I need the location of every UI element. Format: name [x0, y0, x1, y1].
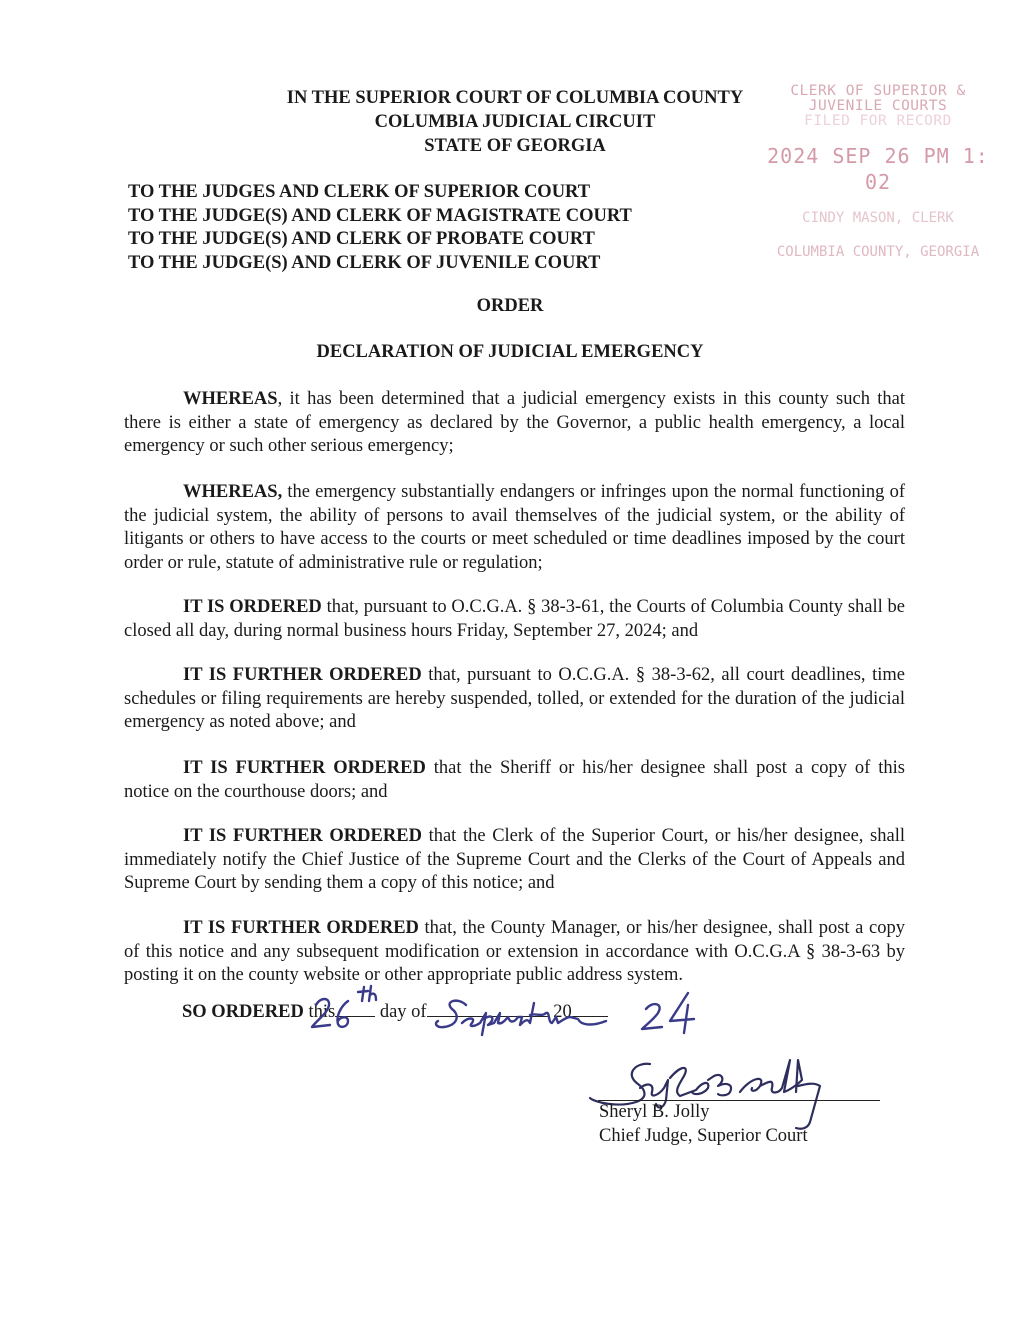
- handwritten-year: [670, 993, 694, 1033]
- court-caption: [255, 86, 775, 158]
- judge-name: Sheryl B. Jolly: [599, 1102, 710, 1122]
- handwritten-day-suffix: [358, 986, 376, 1001]
- stamp-line-1: CLERK OF SUPERIOR &: [790, 83, 966, 99]
- handwritten-date-entries: [296, 983, 716, 1038]
- paragraph-lead: IT IS FURTHER ORDERED: [183, 665, 422, 685]
- clerk-filing-stamp: [758, 84, 998, 259]
- addressee-list: [128, 181, 632, 275]
- paragraph-lead: IT IS FURTHER ORDERED: [183, 918, 419, 938]
- order-paragraph: [124, 825, 905, 896]
- stamp-filed-date: 2024 SEP 26 PM 1: 02: [767, 144, 989, 194]
- addressee-line: TO THE JUDGES AND CLERK OF SUPERIOR COURT: [128, 182, 591, 202]
- handwritten-day: [337, 1001, 348, 1027]
- stamp-clerk-name: CINDY MASON, CLERK: [802, 210, 954, 226]
- handwritten-day: [312, 999, 330, 1027]
- caption-court: IN THE SUPERIOR COURT OF COLUMBIA COUNTY: [286, 88, 744, 108]
- paragraph-text: that the Sheriff or his/her designee shall post a copy of this notice on the courthouse doors; and: [124, 758, 905, 802]
- order-subtitle: DECLARATION OF JUDICIAL EMERGENCY: [316, 342, 704, 362]
- addressee-line: TO THE JUDGE(S) AND CLERK OF PROBATE COURT: [128, 229, 595, 249]
- stamp-line-2: JUVENILE COURTS: [808, 98, 948, 114]
- paragraph-text: that, the County Manager, or his/her designee, shall post a copy of this notice and any subsequent modification or extension in accordance with O.C.G.A § 38-3-63 by posting it on the county website or other appropriate public address system.: [124, 918, 905, 985]
- paragraph-text: that, pursuant to O.C.G.A. § 38-3-61, the Courts of Columbia County shall be closed all day, during normal business hours Friday, September 27, 2024; and: [124, 597, 905, 641]
- addressee-line: TO THE JUDGE(S) AND CLERK OF JUVENILE COURT: [128, 252, 601, 273]
- paragraph-text: , it has been determined that a judicial emergency exists in this county such that there is either a state of emergency as declared by the Governor, a public health emergency, a local emergency or such other serious emergency;: [124, 389, 905, 456]
- handwritten-month: [462, 1003, 606, 1035]
- day-word: day: [379, 1002, 407, 1022]
- order-title: ORDER: [476, 296, 544, 316]
- caption-circuit: COLUMBIA JUDICIAL CIRCUIT: [374, 112, 656, 132]
- order-paragraph: [124, 481, 905, 575]
- paragraph-lead: IT IS FURTHER ORDERED: [183, 758, 426, 778]
- paragraph-lead: WHEREAS,: [183, 482, 283, 502]
- stamp-county: COLUMBIA COUNTY, GEORGIA: [776, 244, 980, 260]
- so-ordered-label: SO ORDERED: [182, 1002, 304, 1022]
- paragraph-lead: IT IS FURTHER ORDERED: [183, 826, 422, 846]
- order-paragraph: [124, 388, 905, 459]
- this-word: this: [308, 1002, 336, 1022]
- order-paragraph: [124, 664, 905, 735]
- paragraph-text: that, pursuant to O.C.G.A. § 38-3-62, all court deadlines, time schedules or filing requirements are hereby suspended, tolled, or extended for the duration of the judicial emergency as noted above; and: [124, 665, 905, 732]
- judge-block: [599, 1101, 808, 1148]
- paragraph-lead: WHEREAS: [183, 389, 278, 409]
- handwritten-year: [642, 1004, 662, 1029]
- caption-state: STATE OF GEORGIA: [424, 136, 606, 156]
- of-word: of: [411, 1002, 427, 1022]
- order-paragraph: [124, 917, 905, 988]
- paragraph-text: the emergency substantially endangers or infringes upon the normal functioning of the judicial system, the ability of persons to avail themselves of the judicial system, or the ability of litigants or others to have access to the courts or meet scheduled or time deadlines imposed by the court order or rule, statute of administrative rule or regulation;: [124, 482, 905, 573]
- paragraph-lead: IT IS ORDERED: [183, 597, 322, 617]
- judge-title: Chief Judge, Superior Court: [599, 1125, 808, 1146]
- paragraph-text: that the Clerk of the Superior Court, or his/her designee, shall immediately notify the Chief Justice of the Supreme Court and the Clerks of the Court of Appeals and Supreme Court by sending them a copy of this notice; and: [124, 826, 905, 893]
- order-paragraph: [124, 596, 905, 643]
- stamp-line-3: FILED FOR RECORD: [804, 113, 952, 129]
- addressee-line: TO THE JUDGE(S) AND CLERK OF MAGISTRATE COURT: [128, 205, 632, 226]
- year-prefix: 20: [553, 1002, 572, 1022]
- order-paragraph: [124, 757, 905, 804]
